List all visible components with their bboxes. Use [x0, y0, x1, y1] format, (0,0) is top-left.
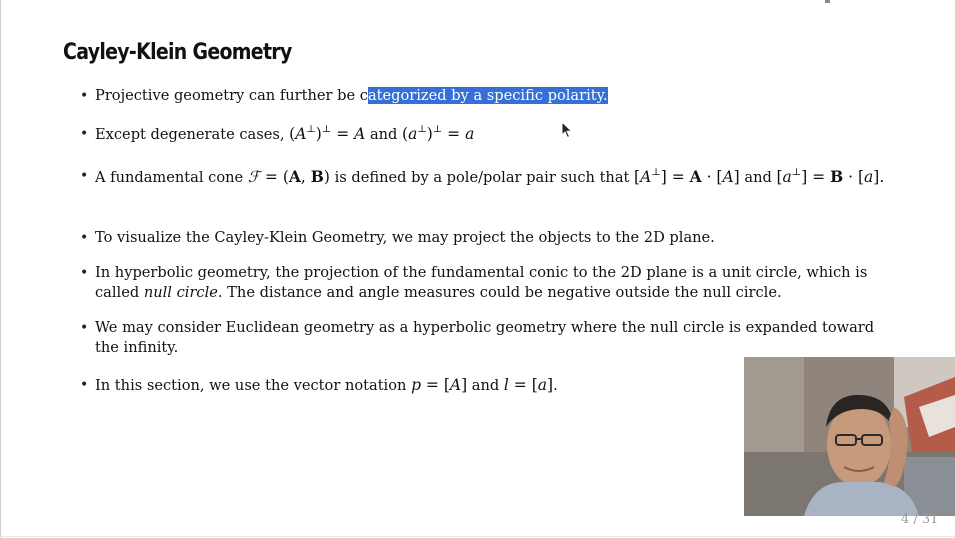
page-number: 4 / 31 [901, 512, 939, 527]
emphasis-null-circle: null circle [143, 284, 218, 301]
bullet-text: and [467, 377, 504, 394]
bullet-text: is defined by a pole/polar pair such that [329, 169, 635, 186]
mouse-pointer-icon [561, 121, 573, 139]
bullet-text: . The distance and angle measures could be negative outside the null circle. [217, 284, 782, 301]
math-expression: [A⊥] = A · [A] [634, 167, 740, 186]
math-expression: (a⊥)⊥ = a [402, 124, 475, 143]
math-expression: ℱ = (A, B) [247, 167, 330, 186]
bullet-item[interactable] [80, 318, 890, 358]
top-edge-mark [825, 0, 830, 3]
math-expression: l = [a] [503, 376, 554, 394]
selected-text[interactable]: ategorized by a specific polarity. [367, 87, 608, 104]
bullet-item[interactable] [80, 263, 890, 303]
math-expression: p = [A] [411, 376, 468, 394]
bullet-item[interactable] [80, 228, 890, 248]
webcam-overlay[interactable] [744, 357, 955, 516]
bullet-text: We may consider Euclidean geometry as a hyperbolic geometry where the null circle is expanded toward the infinity. [95, 319, 875, 356]
bullet-text: Except degenerate cases, [95, 126, 290, 143]
bullet-text: In hyperbolic geometry, the projection of the fundamental conic to the 2D plane is a unit circle, which is called [95, 264, 868, 301]
slide-title: Cayley-Klein Geometry [63, 40, 292, 65]
bullet-item[interactable] [80, 164, 890, 190]
bullet-item[interactable] [80, 86, 890, 106]
bullet-item[interactable] [80, 124, 890, 145]
bottom-divider [0, 536, 956, 537]
bullet-text: A fundamental cone [95, 169, 248, 186]
slide-frame-left [0, 0, 1, 538]
presenter-video-icon [744, 357, 955, 516]
bullet-text: and [739, 169, 777, 186]
bullet-text: and [365, 126, 403, 143]
bullet-text: In this section, we use the vector notation [95, 377, 412, 394]
bullet-text: Projective geometry can further be c [95, 87, 368, 104]
bullet-text: To visualize the Cayley-Klein Geometry, we may project the objects to the 2D plane. [95, 229, 715, 246]
math-expression: (A⊥)⊥ = A [289, 124, 366, 143]
math-expression: [a⊥] = B · [a]. [776, 167, 885, 186]
bullet-text: . [553, 377, 558, 394]
